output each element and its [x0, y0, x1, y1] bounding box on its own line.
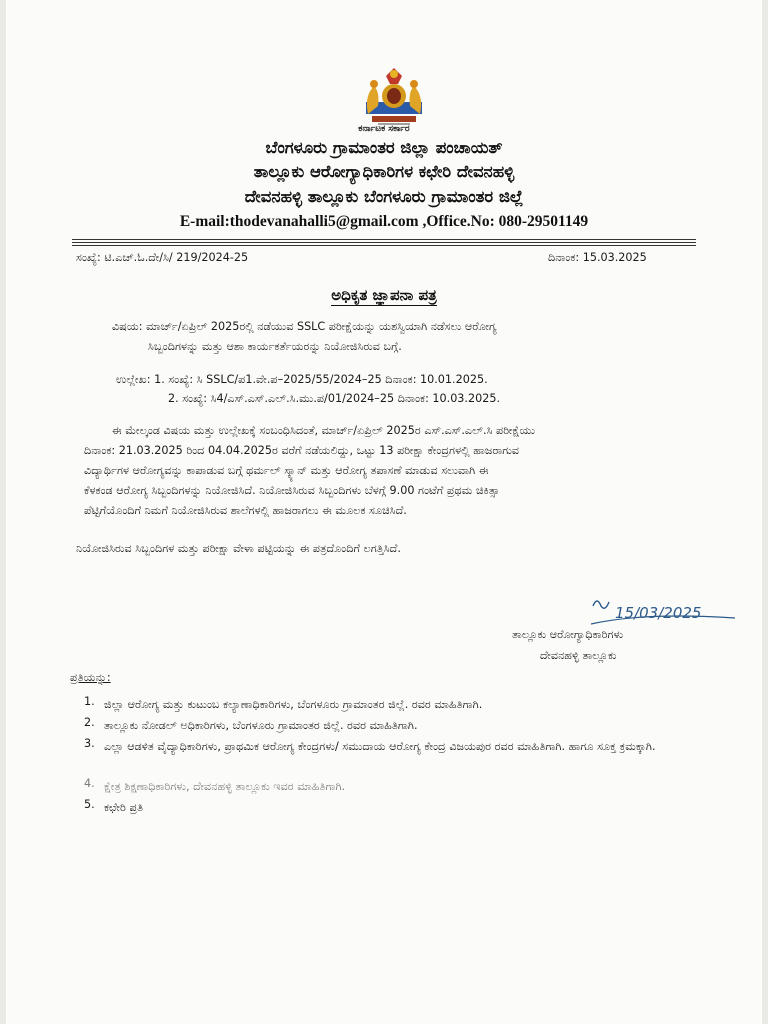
emblem-caption: ಕರ್ನಾಟಕ ಸರ್ಕಾರ [358, 124, 410, 134]
body-para1-line-5: ಪೆಟ್ಟಿಗೆಯೊಂದಿಗೆ ನಿಮಗೆ ನಿಯೋಜಿಸಿರುವ ಶಾಲೆಗಳಲ್ಲಿ ಹಾಜರಾಗಲು ಈ ಮೂಲಕ ಸೂಚಿಸಿದೆ. [84, 504, 407, 517]
copies-heading: ಪ್ರತಿಯನ್ನು: [70, 671, 111, 684]
body-para1-line-3: ವಿದ್ಯಾರ್ಥಿಗಳ ಆರೋಗ್ಯವನ್ನು ಕಾಪಾಡುವ ಬಗ್ಗೆ ಥರ್ಮಲ್ ಸ್ಕ್ಯಾನ್ ಮತ್ತು ಆರೋಗ್ಯ ತಪಾಸಣೆ ಮಾಡುವ ಸಲುವಾಗಿ ಈ [84, 464, 489, 477]
subject-line-1: ವಿಷಯ: ಮಾರ್ಚ್/ಏಪ್ರಿಲ್ 2025ರಲ್ಲಿ ನಡೆಯುವ SSLC ಪರೀಕ್ಷೆಯನ್ನು ಯಶಸ್ವಿಯಾಗಿ ನಡೆಸಲು ಆರೋಗ್ಯ [112, 320, 497, 333]
list-item: 4. ಕ್ಷೇತ್ರ ಶಿಕ್ಷಣಾಧಿಕಾರಿಗಳು, ದೇವನಹಳ್ಳಿ ತಾಲ್ಲೂಕು ಇವರ ಮಾಹಿತಿಗಾಗಿ. [84, 777, 346, 793]
list-item: 2. ತಾಲ್ಲೂಕು ನೋಡಲ್ ಅಧಿಕಾರಿಗಳು, ಬೆಂಗಳೂರು ಗ್ರಾಮಾಂತರ ಜಿಲ್ಲೆ. ರವರ ಮಾಹಿತಿಗಾಗಿ. [84, 716, 418, 732]
list-item: 3. ಎಲ್ಲಾ ಆಡಳಿತ ವೈದ್ಯಾಧಿಕಾರಿಗಳು, ಪ್ರಾಥಮಿಕ ಆರೋಗ್ಯ ಕೇಂದ್ರಗಳು/ ಸಮುದಾಯ ಆರೋಗ್ಯ ಕೇಂದ್ರ ವಿಜಯಪುರ ರವರ ಮಾಹಿತಿಗಾಗಿ. ಹಾಗೂ ಸೂಕ್ತ ಕ್ರಮಕ್ಕಾಗಿ. [84, 737, 656, 753]
signatory-designation: ತಾಲ್ಲೂಕು ಆರೋಗ್ಯಾಧಿಕಾರಿಗಳು [512, 628, 624, 641]
list-item: 5. ಕಛೇರಿ ಪ್ರತಿ [84, 798, 144, 814]
issue-date: ದಿನಾಂಕ: 15.03.2025 [548, 251, 647, 264]
header-rule-top [72, 239, 696, 240]
header-line-1: ಬೆಂಗಳೂರು ಗ್ರಾಮಾಂತರ ಜಿಲ್ಲಾ ಪಂಚಾಯತ್ [265, 138, 503, 157]
contact-line: E-mail:thodevanahalli5@gmail.com ,Office.No: 080-29501149 [179, 213, 589, 230]
header-line-3: ದೇವನಹಳ್ಳಿ ತಾಲ್ಲೂಕು ಬೆಂಗಳೂರು ಗ್ರಾಮಾಂತರ ಜಿಲ್ಲೆ [244, 187, 524, 206]
header-rule-middle [72, 242, 696, 243]
reference-line-2: 2. ಸಂಖ್ಯೆ: ಸಿ4/ಎಸ್.ಎಸ್.ಎಲ್.ಸಿ.ಮು.ಪ/01/2024–25 ದಿನಾಂಕ: 10.03.2025. [168, 392, 501, 405]
copies-list [84, 695, 704, 819]
body-para1-line-4: ಕೆಳಕಂಡ ಆರೋಗ್ಯ ಸಿಬ್ಬಂದಿಗಳನ್ನು ನಿಯೋಜಿಸಿದೆ. ನಿಯೋಜಿಸಿರುವ ಸಿಬ್ಬಂದಿಗಳು ಬೆಳಗ್ಗೆ 9.00 ಗಂಟೆಗೆ ಪ್ರಥಮ ಚಿಕಿತ್ಸಾ [84, 484, 500, 497]
signature-date-text: 15/03/2025 [615, 604, 702, 622]
header-rule-bottom [72, 245, 696, 246]
list-item: 1. ಜಿಲ್ಲಾ ಆರೋಗ್ಯ ಮತ್ತು ಕುಟುಂಬ ಕಲ್ಯಾಣಾಧಿಕಾರಿಗಳು, ಬೆಂಗಳೂರು ಗ್ರಾಮಾಂತರ ಜಿಲ್ಲೆ. ರವರ ಮಾಹಿತಿಗಾಗಿ. [84, 695, 483, 711]
signatory-place: ದೇವನಹಳ್ಳಿ ತಾಲ್ಲೂಕು [540, 649, 617, 662]
body-para1-line-1: ಈ ಮೇಲ್ಕಂಡ ವಿಷಯ ಮತ್ತು ಉಲ್ಲೇಖಕ್ಕೆ ಸಂಬಂಧಿಸಿದಂತೆ, ಮಾರ್ಚ್/ಏಪ್ರಿಲ್ 2025ರ ಎಸ್.ಎಸ್.ಎಲ್.ಸಿ ಪರೀಕ್ಷೆಯು [112, 424, 536, 437]
subject-line-2: ಸಿಬ್ಬಂದಿಗಳನ್ನು ಮತ್ತು ಆಶಾ ಕಾರ್ಯಕರ್ತೆಯರನ್ನು ನಿಯೋಜಿಸಿರುವ ಬಗ್ಗೆ. [148, 340, 402, 353]
reference-number: ಸಂಖ್ಯೆ: ಟಿ.ಎಚ್.ಓ.ದೇ/ಸಿ/ 219/2024-25 [76, 251, 249, 264]
body-para2: ನಿಯೋಜಿಸಿರುವ ಸಿಬ್ಬಂದಿಗಳ ಮತ್ತು ಪರೀಕ್ಷಾ ವೇಳಾ ಪಟ್ಟಿಯನ್ನು ಈ ಪತ್ರದೊಂದಿಗೆ ಲಗತ್ತಿಸಿದೆ. [76, 542, 401, 555]
document-title [0, 286, 768, 304]
header-line-2: ತಾಲ್ಲೂಕು ಆರೋಗ್ಯಾಧಿಕಾರಿಗಳ ಕಛೇರಿ ದೇವನಹಳ್ಳಿ [253, 162, 515, 181]
document-title-text: ಅಧಿಕೃತ ಜ್ಞಾಪನಾ ಪತ್ರ [331, 286, 437, 304]
body-para1-line-2: ದಿನಾಂಕ: 21.03.2025 ರಿಂದ 04.04.2025ರ ವರೆಗೆ ನಡೆಯಲಿದ್ದು, ಒಟ್ಟು 13 ಪರೀಕ್ಷಾ ಕೇಂದ್ರಗಳಲ್ಲಿ ಹಾಜರಾಗುವ [84, 444, 520, 457]
reference-line-1: ಉಲ್ಲೇಖ: 1. ಸಂಖ್ಯೆ: ಸಿ SSLC/ಪ1.ವೇ.ಪ–2025/55/2024–25 ದಿನಾಂಕ: 10.01.2025. [116, 373, 488, 386]
